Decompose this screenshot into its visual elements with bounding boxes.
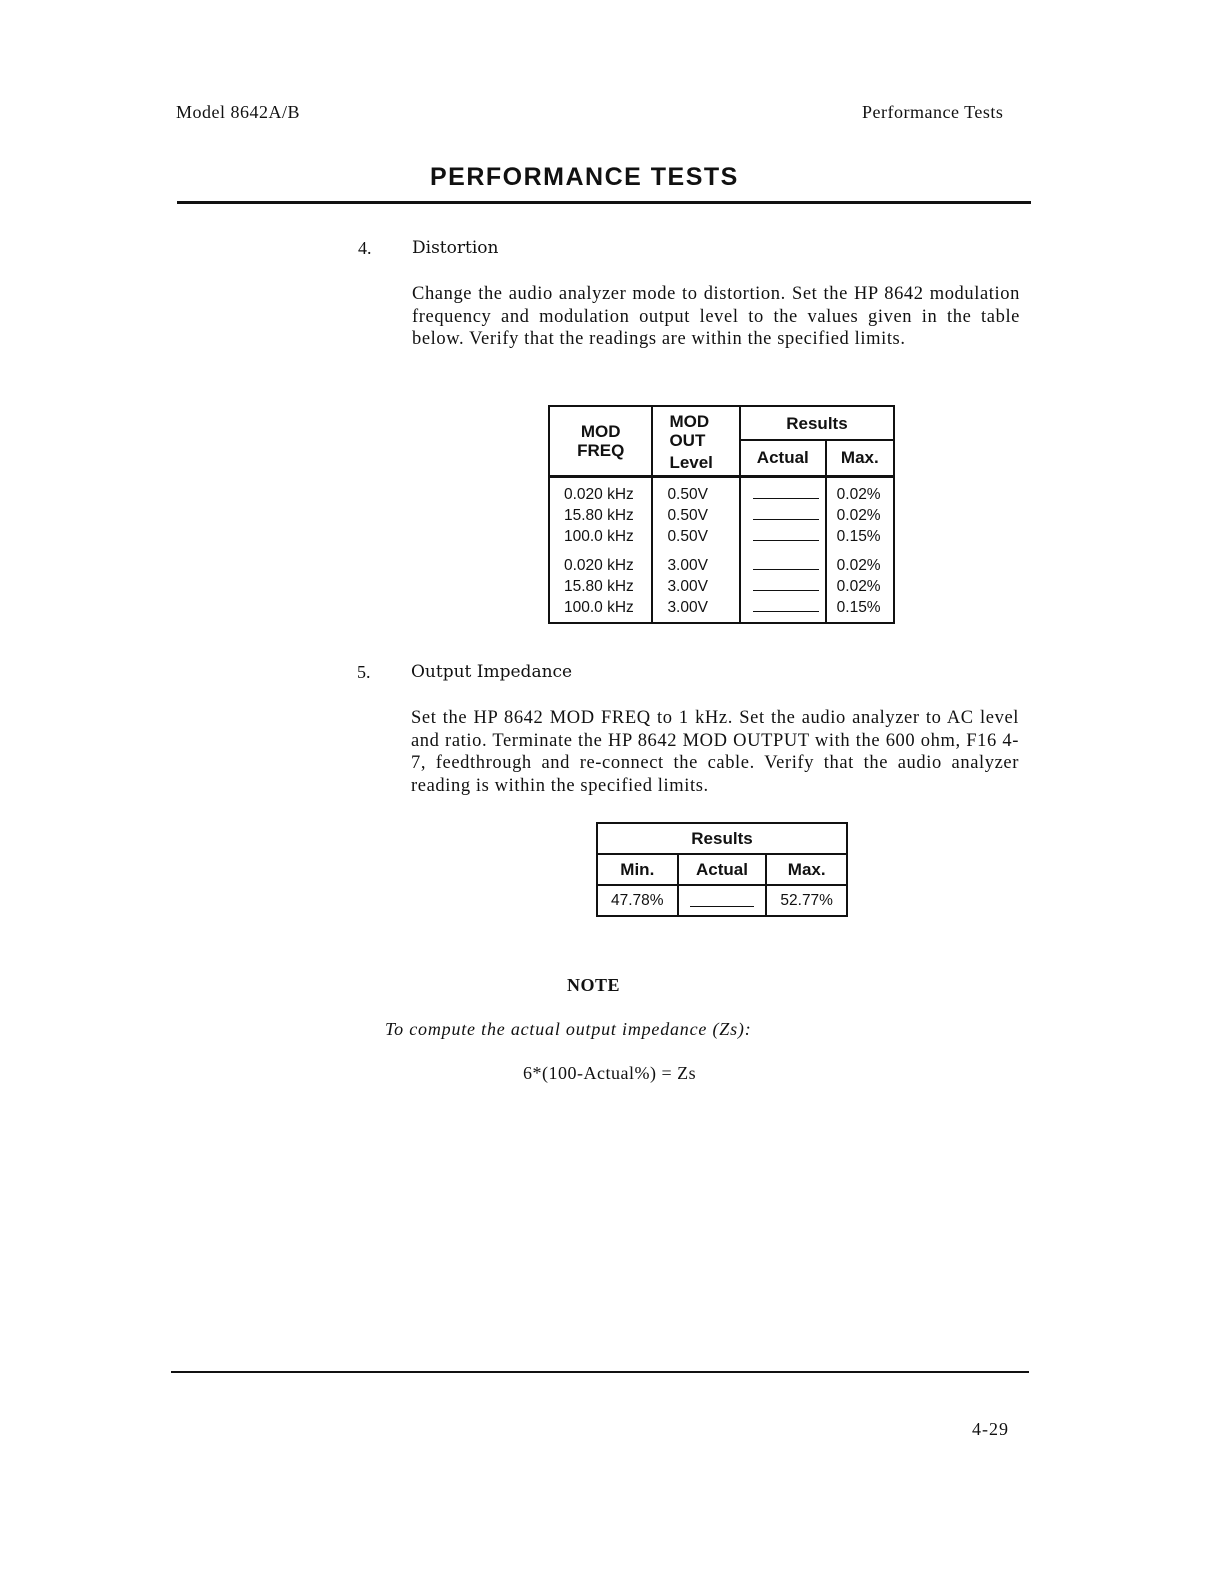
group2-level (653, 547, 738, 622)
group2-actual-cell (740, 547, 826, 623)
impedance-col-results: Results (597, 823, 847, 854)
table-cell: 3.00V (667, 556, 708, 574)
group1-freq (550, 478, 651, 547)
table-cell: 0.02% (836, 556, 881, 574)
group2-level-cell (652, 547, 739, 623)
group1-actual-cell (740, 476, 826, 547)
table-cell: 0.02% (836, 577, 881, 595)
group2-max-cell (826, 547, 894, 623)
note-text: To compute the actual output impedance (Zs): (385, 1019, 752, 1039)
title-rule (177, 201, 1031, 204)
impedance-max-value: 52.77% (766, 885, 847, 916)
page-title: PERFORMANCE TESTS (430, 163, 739, 191)
group2-max (827, 547, 893, 622)
table-cell: 15.80 kHz (564, 506, 634, 524)
table-cell: 0.15% (836, 527, 881, 545)
step-4-heading: Distortion (412, 238, 499, 258)
step-5-paragraph: Set the HP 8642 MOD FREQ to 1 kHz. Set the audio analyzer to AC level and ratio. Terminate the HP 8642 MOD OUTPUT with the 600 ohm, F16 4-7, feedthrough and re-connect the cable. Verify that the audio analyzer reading is within the specified limits. (411, 708, 1019, 796)
distortion-table (548, 405, 895, 624)
table-cell: 100.0 kHz (564, 598, 634, 616)
col-max: Max. (826, 440, 894, 476)
col-mod-out (652, 406, 739, 476)
table-cell: 0.50V (667, 527, 708, 545)
impedance-col-actual: Actual (678, 854, 767, 885)
table-cell: 0.50V (667, 506, 708, 524)
page-number: 4-29 (972, 1419, 1009, 1439)
group1-max (827, 478, 893, 547)
actual-blank (741, 576, 825, 597)
group1-max-cell (826, 476, 894, 547)
step-5-heading: Output Impedance (411, 662, 573, 682)
actual-blank (690, 902, 754, 907)
step-5-number: 5. (357, 662, 371, 682)
impedance-table (596, 822, 848, 917)
col-mod-out-line1: MOD (669, 412, 710, 431)
table-cell: 15.80 kHz (564, 577, 634, 595)
group2-actual (741, 547, 825, 622)
footer-rule (171, 1371, 1029, 1373)
impedance-col-max: Max. (766, 854, 847, 885)
actual-blank (741, 505, 825, 526)
note-label: NOTE (567, 975, 621, 995)
col-mod-out-line2: OUT (669, 431, 706, 450)
actual-blank (741, 526, 825, 547)
header-model: Model 8642A/B (176, 102, 301, 122)
note-formula: 6*(100-Actual%) = Zs (523, 1063, 697, 1083)
col-mod-out-line3: Level (669, 453, 713, 472)
impedance-col-min: Min. (597, 854, 678, 885)
table-cell: 0.020 kHz (564, 485, 634, 503)
actual-blank (741, 597, 825, 618)
step-4-paragraph: Change the audio analyzer mode to distortion. Set the HP 8642 modulation frequency and modulation output level to the values given in the table below. Verify that the readings are within the specified limits. (412, 284, 1020, 349)
table-cell: 3.00V (667, 598, 708, 616)
table-cell: 0.02% (836, 506, 881, 524)
group1-actual (741, 478, 825, 547)
group1-level (653, 478, 738, 547)
impedance-actual-cell (678, 885, 767, 916)
col-actual: Actual (740, 440, 826, 476)
table-cell: 0.02% (836, 485, 881, 503)
col-mod-freq (549, 406, 652, 476)
col-results: Results (740, 406, 894, 440)
actual-blank (741, 484, 825, 505)
table-cell: 100.0 kHz (564, 527, 634, 545)
group1-freq-cell (549, 476, 652, 547)
table-cell: 3.00V (667, 577, 708, 595)
group1-level-cell (652, 476, 739, 547)
group2-freq-cell (549, 547, 652, 623)
table-cell: 0.50V (667, 485, 708, 503)
col-mod-freq-line2: FREQ (577, 440, 625, 460)
step-4-number: 4. (358, 238, 372, 258)
actual-blank (741, 555, 825, 576)
impedance-min-value: 47.78% (597, 885, 678, 916)
header-section: Performance Tests (862, 102, 1004, 122)
group2-freq (550, 547, 651, 622)
table-cell: 0.15% (836, 598, 881, 616)
table-cell: 0.020 kHz (564, 556, 634, 574)
col-mod-freq-line1: MOD (580, 421, 621, 441)
